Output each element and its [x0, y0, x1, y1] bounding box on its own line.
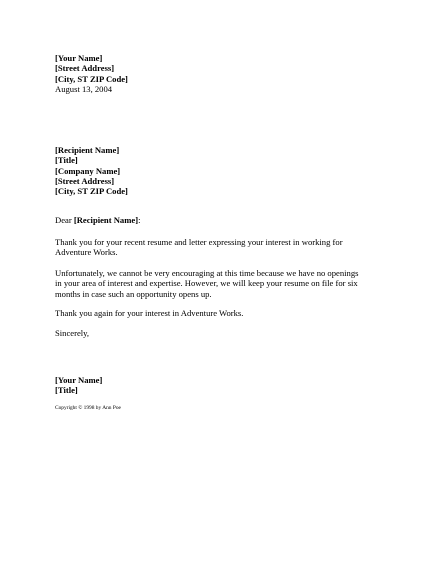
closing-text: Sincerely,	[55, 328, 90, 338]
sender-address-block	[55, 53, 128, 94]
recipient-company: [Company Name]	[55, 165, 121, 176]
paragraph-line: Thank you again for your interest in Adventure Works.	[55, 308, 244, 318]
signature-title: [Title]	[55, 385, 78, 396]
paragraph-line: in your area of interest and expertise. However, we will keep your resume on file for six	[55, 278, 358, 289]
recipient-city: [City, ST ZIP Code]	[55, 186, 128, 197]
salutation-recipient-name: [Recipient Name]	[73, 215, 139, 225]
closing	[55, 328, 89, 338]
signature-name: [Your Name]	[55, 375, 103, 385]
recipient-title: [Title]	[55, 155, 78, 166]
sender-name: [Your Name]	[55, 53, 103, 63]
signature-block	[55, 375, 102, 396]
recipient-name: [Recipient Name]	[55, 145, 120, 155]
sender-street: [Street Address]	[55, 63, 115, 74]
paragraph-line: Unfortunately, we cannot be very encouraging at this time because we have no openings	[55, 268, 359, 278]
recipient-street: [Street Address]	[55, 175, 115, 186]
sender-city: [City, ST ZIP Code]	[55, 73, 128, 84]
body-paragraph-1	[55, 237, 385, 258]
body-paragraph-3	[55, 308, 385, 318]
copyright-notice: Copyright © 1998 by Ann Poe	[55, 405, 121, 411]
letter-date: August 13, 2004	[55, 83, 113, 94]
paragraph-line: Adventure Works.	[55, 247, 118, 258]
paragraph-line: months in case such an opportunity opens up.	[55, 288, 212, 299]
recipient-address-block	[55, 145, 128, 196]
salutation	[55, 215, 140, 225]
paragraph-line: Thank you for your recent resume and letter expressing your interest in working for	[55, 237, 343, 247]
salutation-suffix: :	[138, 215, 141, 225]
salutation-prefix: Dear	[55, 215, 74, 225]
body-paragraph-2	[55, 268, 385, 299]
